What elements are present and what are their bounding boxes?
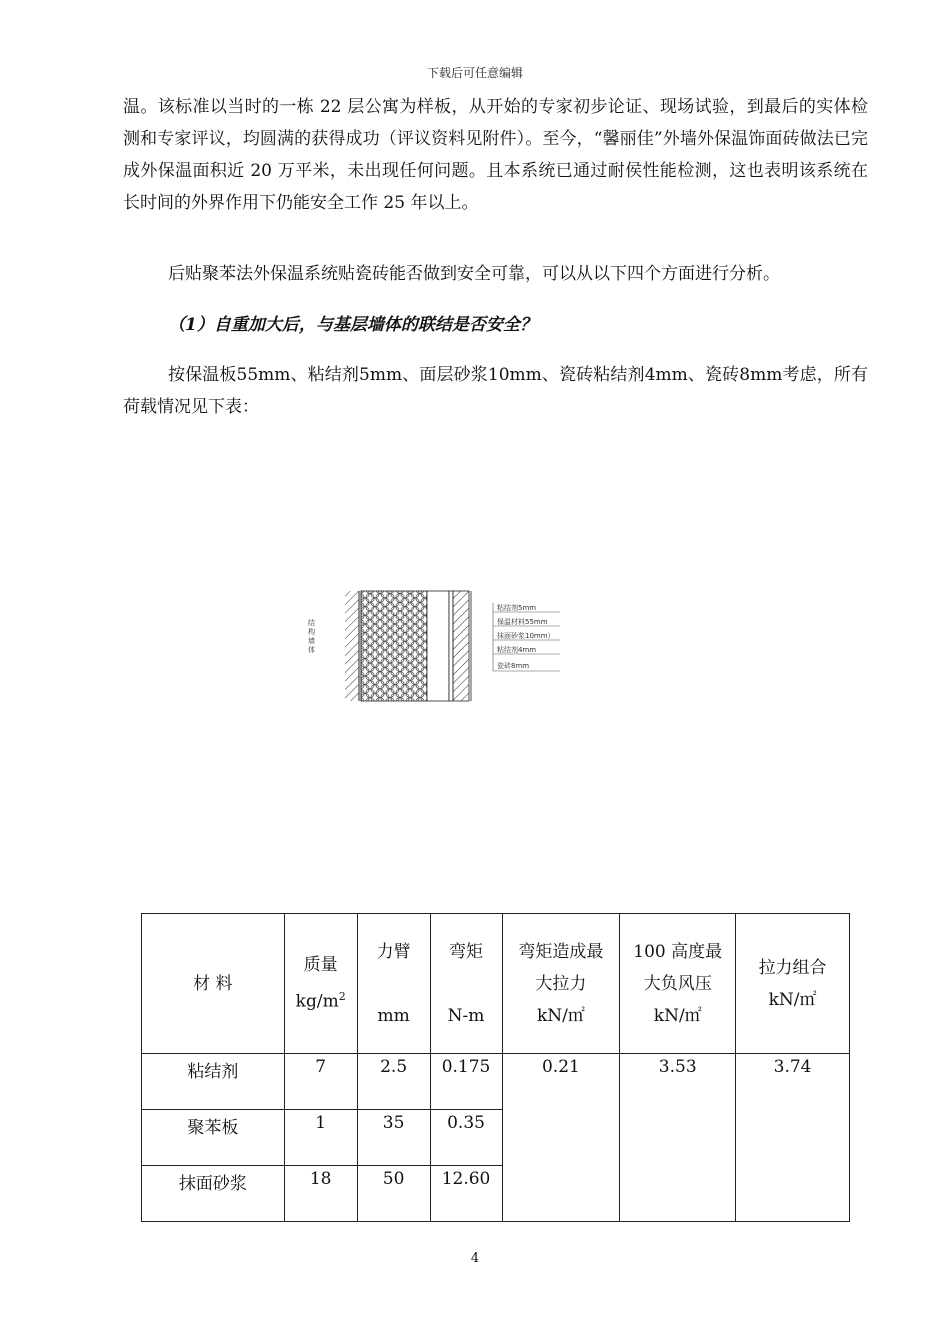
table-row: [142, 1054, 850, 1110]
table-header-row: [142, 914, 850, 1054]
layer-label: 粘结剂5mm: [497, 604, 537, 612]
structural-wall: [345, 591, 359, 701]
page-header-note: 下载后可任意编辑: [426, 66, 523, 80]
paragraph-2: 后贴聚苯法外保温系统贴瓷砖能否做到安全可靠，可以从以下四个方面进行分析。: [168, 264, 780, 284]
cell-arm: 2.5: [357, 1054, 430, 1110]
cell-combo: 3.74: [736, 1054, 850, 1222]
page-number: 4: [470, 1251, 480, 1266]
wall-label-char: 构: [308, 628, 315, 636]
header-material: 材 料: [142, 914, 285, 1054]
section-heading: （1）自重加大后，与基层墙体的联结是否安全？: [168, 315, 537, 335]
cell-mass: 18: [284, 1166, 357, 1222]
cell-material: 聚苯板: [142, 1110, 285, 1166]
cell-arm: 35: [357, 1110, 430, 1166]
cell-material: 粘结剂: [142, 1054, 285, 1110]
wall-label-char: 结: [308, 619, 315, 627]
cell-mass: 1: [284, 1110, 357, 1166]
layer-label: 粘结剂4mm: [497, 646, 537, 654]
paragraph-1: 温。该标准以当时的一栋 22 层公寓为样板，从开始的专家初步论证、现场试验，到最后的实体检测和专家评议，均圆满的获得成功（评议资料见附件）。至今，“馨丽佳”外墙外保温饰面砖做法已完成外保温面积近 20 万平米，未出现任何问题。且本系统已通过耐侯性能检测，这也表明该系统在长时间的外界作用下仍能安全工作 25 年以上。: [123, 97, 868, 213]
insulation-layer: [361, 591, 427, 701]
header-combo: 拉力组合 kN/㎡: [736, 914, 850, 1054]
cell-arm: 50: [357, 1166, 430, 1222]
header-tension: 弯矩造成最 大拉力 kN/㎡: [502, 914, 620, 1054]
header-moment: 弯矩 N-m: [430, 914, 502, 1054]
layer-label: 瓷砖8mm: [497, 662, 530, 670]
wall-label-char: 体: [308, 646, 315, 654]
wall-layer-diagram: [305, 585, 570, 705]
adhesive-layer: [449, 591, 453, 701]
cell-mass: 7: [284, 1054, 357, 1110]
layer-label: 抹面砂浆10mm）: [497, 632, 555, 640]
cell-material: 抹面砂浆: [142, 1166, 285, 1222]
cell-tension: 0.21: [502, 1054, 620, 1222]
cell-moment: 0.175: [430, 1054, 502, 1110]
tile-layer: [453, 591, 469, 701]
cell-moment: 12.60: [430, 1166, 502, 1222]
load-table: [141, 913, 850, 1222]
wall-label-char: 墙: [308, 637, 315, 645]
plaster-layer: [427, 591, 449, 701]
header-wind: 100 高度最 大负风压 kN/㎡: [620, 914, 736, 1054]
header-mass: 质量 $kg/m^2$: [284, 914, 357, 1054]
layer-label: 保温材料55mm: [497, 618, 548, 626]
paragraph-3: 按保温板55mm、粘结剂5mm、面层砂浆10mm、瓷砖粘结剂4mm、瓷砖8mm考虑，所有荷载情况见下表：: [123, 365, 868, 417]
cell-wind: 3.53: [620, 1054, 736, 1222]
cell-moment: 0.35: [430, 1110, 502, 1166]
header-arm: 力臂 mm: [357, 914, 430, 1054]
